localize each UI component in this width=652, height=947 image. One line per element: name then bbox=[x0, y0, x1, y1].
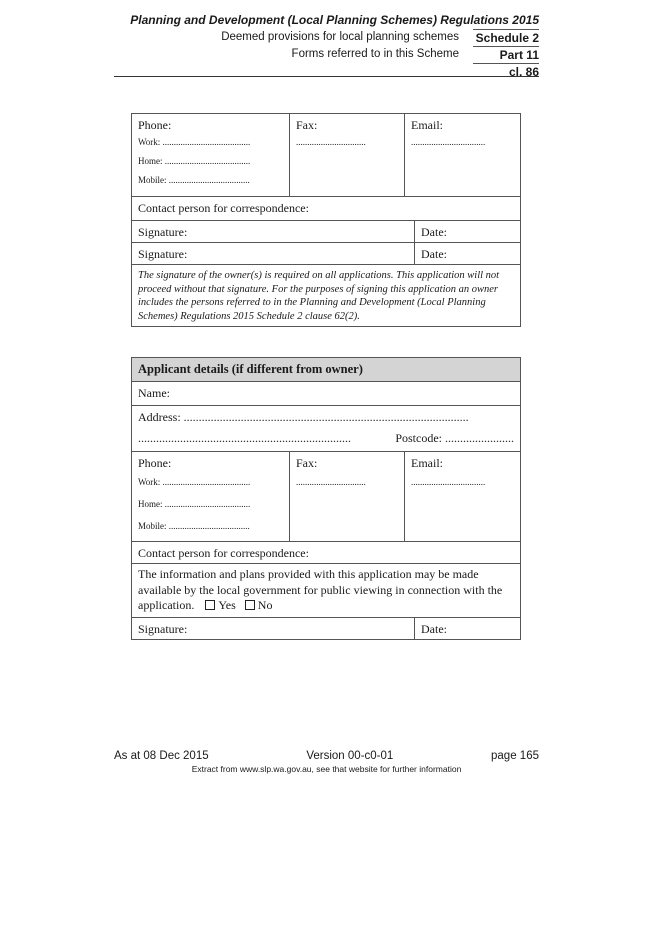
applicant-name-field[interactable]: Name: bbox=[138, 386, 170, 400]
page-footer bbox=[114, 749, 539, 775]
footer-as-at: As at 08 Dec 2015 bbox=[114, 750, 209, 762]
no-label: No bbox=[257, 598, 273, 612]
applicant-address-line2-field[interactable]: ....................................................................... bbox=[138, 431, 351, 445]
footer-line bbox=[114, 749, 539, 763]
fax-field[interactable]: ............................... bbox=[296, 137, 366, 147]
applicant-address-line2 bbox=[132, 428, 520, 448]
footer-version: Version 00-c0-01 bbox=[306, 750, 394, 762]
header-row-clause bbox=[114, 63, 539, 80]
owner-contact-person-row[interactable] bbox=[132, 196, 520, 220]
applicant-postcode-field[interactable]: Postcode: ....................... bbox=[395, 431, 514, 445]
applicant-fax-field[interactable]: ............................... bbox=[296, 477, 366, 487]
applicant-signature-row bbox=[132, 617, 520, 639]
applicant-fax-cell bbox=[289, 452, 404, 541]
header-part-desc: Forms referred to in this Scheme bbox=[291, 48, 459, 60]
page-header bbox=[114, 12, 539, 80]
footer-page-number: page 165 bbox=[491, 750, 539, 762]
public-viewing-row bbox=[132, 563, 520, 617]
applicant-fax-label: Fax: bbox=[296, 456, 318, 470]
signature-requirement-note: The signature of the owner(s) is required on all applications. This application will not proceed without that signature. For the purposes of signing this application an owner includes the persons referred to in the Planning and Development (Local Planning Schemes) Regulations 2015 Schedule 2 clause 62(2). bbox=[138, 270, 500, 322]
public-viewing-consent bbox=[132, 564, 520, 617]
mobile-phone-field[interactable]: Mobile: .................................... bbox=[138, 175, 250, 185]
date-field-1[interactable]: Date: bbox=[414, 221, 520, 242]
signature-field-2[interactable]: Signature: bbox=[138, 247, 188, 261]
email-field[interactable]: ................................. bbox=[411, 137, 486, 147]
header-schedule: Schedule 2 bbox=[473, 29, 539, 46]
applicant-address-field[interactable]: Address: ............................................................................................... bbox=[138, 410, 469, 424]
regulation-title: Planning and Development (Local Planning Schemes) Regulations 2015 bbox=[130, 13, 539, 27]
applicant-signature-field[interactable]: Signature: bbox=[138, 621, 188, 636]
yes-checkbox[interactable] bbox=[205, 600, 215, 610]
phone-label: Phone: bbox=[138, 118, 172, 132]
applicant-details-heading: Applicant details (if different from owner) bbox=[132, 358, 520, 381]
no-checkbox[interactable] bbox=[245, 600, 255, 610]
home-phone-field[interactable]: Home: ...................................... bbox=[138, 156, 251, 166]
header-part: Part 11 bbox=[473, 46, 539, 63]
applicant-name-row[interactable] bbox=[132, 381, 520, 405]
header-rule bbox=[114, 76, 539, 77]
owner-contact-form bbox=[131, 113, 521, 327]
applicant-mobile-phone-field[interactable]: Mobile: .................................... bbox=[138, 521, 250, 531]
footer-extract-note: Extract from www.slp.wa.gov.au, see that website for further information bbox=[191, 764, 462, 774]
owner-phone-cell bbox=[132, 114, 289, 196]
owner-signature-row-2 bbox=[132, 242, 520, 264]
applicant-date-field[interactable]: Date: bbox=[414, 618, 520, 639]
applicant-email-label: Email: bbox=[411, 456, 443, 470]
email-label: Email: bbox=[411, 118, 443, 132]
applicant-work-phone-field[interactable]: Work: ....................................... bbox=[138, 477, 251, 487]
signature-field-1[interactable]: Signature: bbox=[138, 225, 188, 239]
applicant-contact-person-row[interactable] bbox=[132, 541, 520, 563]
owner-fax-cell bbox=[289, 114, 404, 196]
owner-signature-note-row bbox=[132, 264, 520, 326]
header-row-part bbox=[114, 46, 539, 63]
public-viewing-text: The information and plans provided with this application may be made available by the local government for public viewing in connection with the application. bbox=[138, 567, 503, 612]
fax-label: Fax: bbox=[296, 118, 318, 132]
applicant-email-cell bbox=[404, 452, 520, 541]
applicant-email-field[interactable]: ................................. bbox=[411, 477, 486, 487]
applicant-details-form bbox=[131, 357, 521, 640]
header-row-schedule bbox=[114, 29, 539, 46]
date-field-2[interactable]: Date: bbox=[414, 243, 520, 264]
owner-contact-row bbox=[132, 114, 520, 196]
applicant-phone-cell bbox=[132, 452, 289, 541]
yes-label: Yes bbox=[218, 598, 236, 612]
header-schedule-desc: Deemed provisions for local planning schemes bbox=[221, 31, 459, 43]
owner-signature-row-1 bbox=[132, 220, 520, 242]
work-phone-field[interactable]: Work: ....................................... bbox=[138, 137, 251, 147]
applicant-contact-row bbox=[132, 451, 520, 541]
header-clause: cl. 86 bbox=[473, 63, 539, 80]
applicant-address-row bbox=[132, 405, 520, 451]
applicant-home-phone-field[interactable]: Home: ...................................... bbox=[138, 499, 251, 509]
contact-person-label: Contact person for correspondence: bbox=[138, 201, 309, 215]
owner-email-cell bbox=[404, 114, 520, 196]
applicant-contact-person-label: Contact person for correspondence: bbox=[138, 546, 309, 560]
applicant-phone-label: Phone: bbox=[138, 456, 172, 470]
